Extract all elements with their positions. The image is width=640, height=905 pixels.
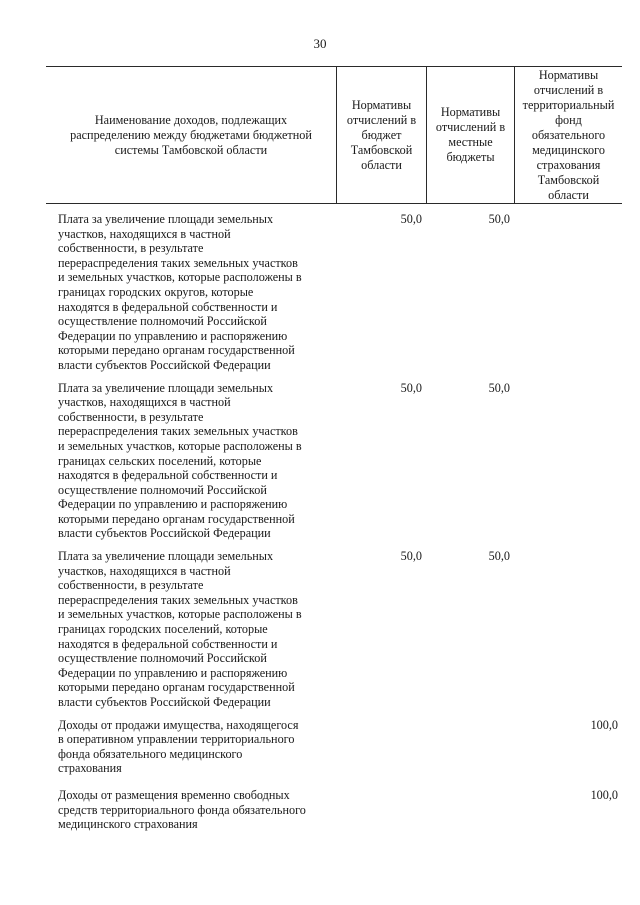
- page-number: 30: [313, 36, 327, 51]
- header-local-budget-column: Нормативы отчислений в местные бюджеты: [426, 67, 514, 203]
- revenue-table: [46, 66, 622, 832]
- header-name-column: Наименование доходов, подлежащих распределению между бюджетами бюджетной системы Тамбовской области: [70, 112, 312, 157]
- fund-norm: 100,0: [590, 717, 618, 732]
- table-row: [46, 788, 622, 832]
- table-body: [46, 212, 622, 832]
- revenue-name: Плата за увеличение площади земельных участков, находящихся в частной собственности, в результате перераспределения таких земельных участков и земельных участков, которые расположены в границах сельских поселений, которые находятся в федеральной собственности и осуществление полномочий Российской Федерации по управлению и распоряжению которыми передано органам государственной власти субъектов Российской Федерации: [58, 380, 302, 541]
- local-norm: 50,0: [488, 212, 510, 226]
- header-medical-fund-column: Нормативы отчислений в территориальный фонд обязательного медицинского страхования Тамбовской области: [514, 67, 622, 203]
- table-row: [46, 718, 622, 776]
- local-norm: 50,0: [488, 380, 510, 395]
- regional-norm: 50,0: [400, 380, 422, 395]
- table-row: [46, 549, 622, 710]
- fund-norm: 100,0: [590, 787, 618, 802]
- revenue-name: Плата за увеличение площади земельных участков, находящихся в частной собственности, в результате перераспределения таких земельных участков и земельных участков, которые расположены в границах городских округов, которые находятся в федеральной собственности и осуществление полномочий Российской Федерации по управлению и распоряжению которыми передано органам государственной власти субъектов Российской Федерации: [58, 212, 302, 372]
- revenue-name: Доходы от размещения временно свободных средств территориального фонда обязательного медицинского страхования: [58, 787, 306, 832]
- header-regional-budget-column: Нормативы отчислений в бюджет Тамбовской области: [336, 67, 426, 203]
- table-row: [46, 381, 622, 542]
- revenue-name: Доходы от продажи имущества, находящегося в оперативном управлении территориального фонда обязательного медицинского страхования: [58, 717, 299, 776]
- table-row: [46, 212, 622, 373]
- regional-norm: 50,0: [400, 549, 422, 564]
- local-norm: 50,0: [488, 549, 510, 564]
- regional-norm: 50,0: [400, 212, 422, 226]
- table-header: [46, 66, 622, 204]
- revenue-name: Плата за увеличение площади земельных участков, находящихся в частной собственности, в результате перераспределения таких земельных участков и земельных участков, которые расположены в границах городских поселений, которые находятся в федеральной собственности и осуществление полномочий Российской Федерации по управлению и распоряжению которыми передано органам государственной власти субъектов Российской Федерации: [58, 549, 302, 709]
